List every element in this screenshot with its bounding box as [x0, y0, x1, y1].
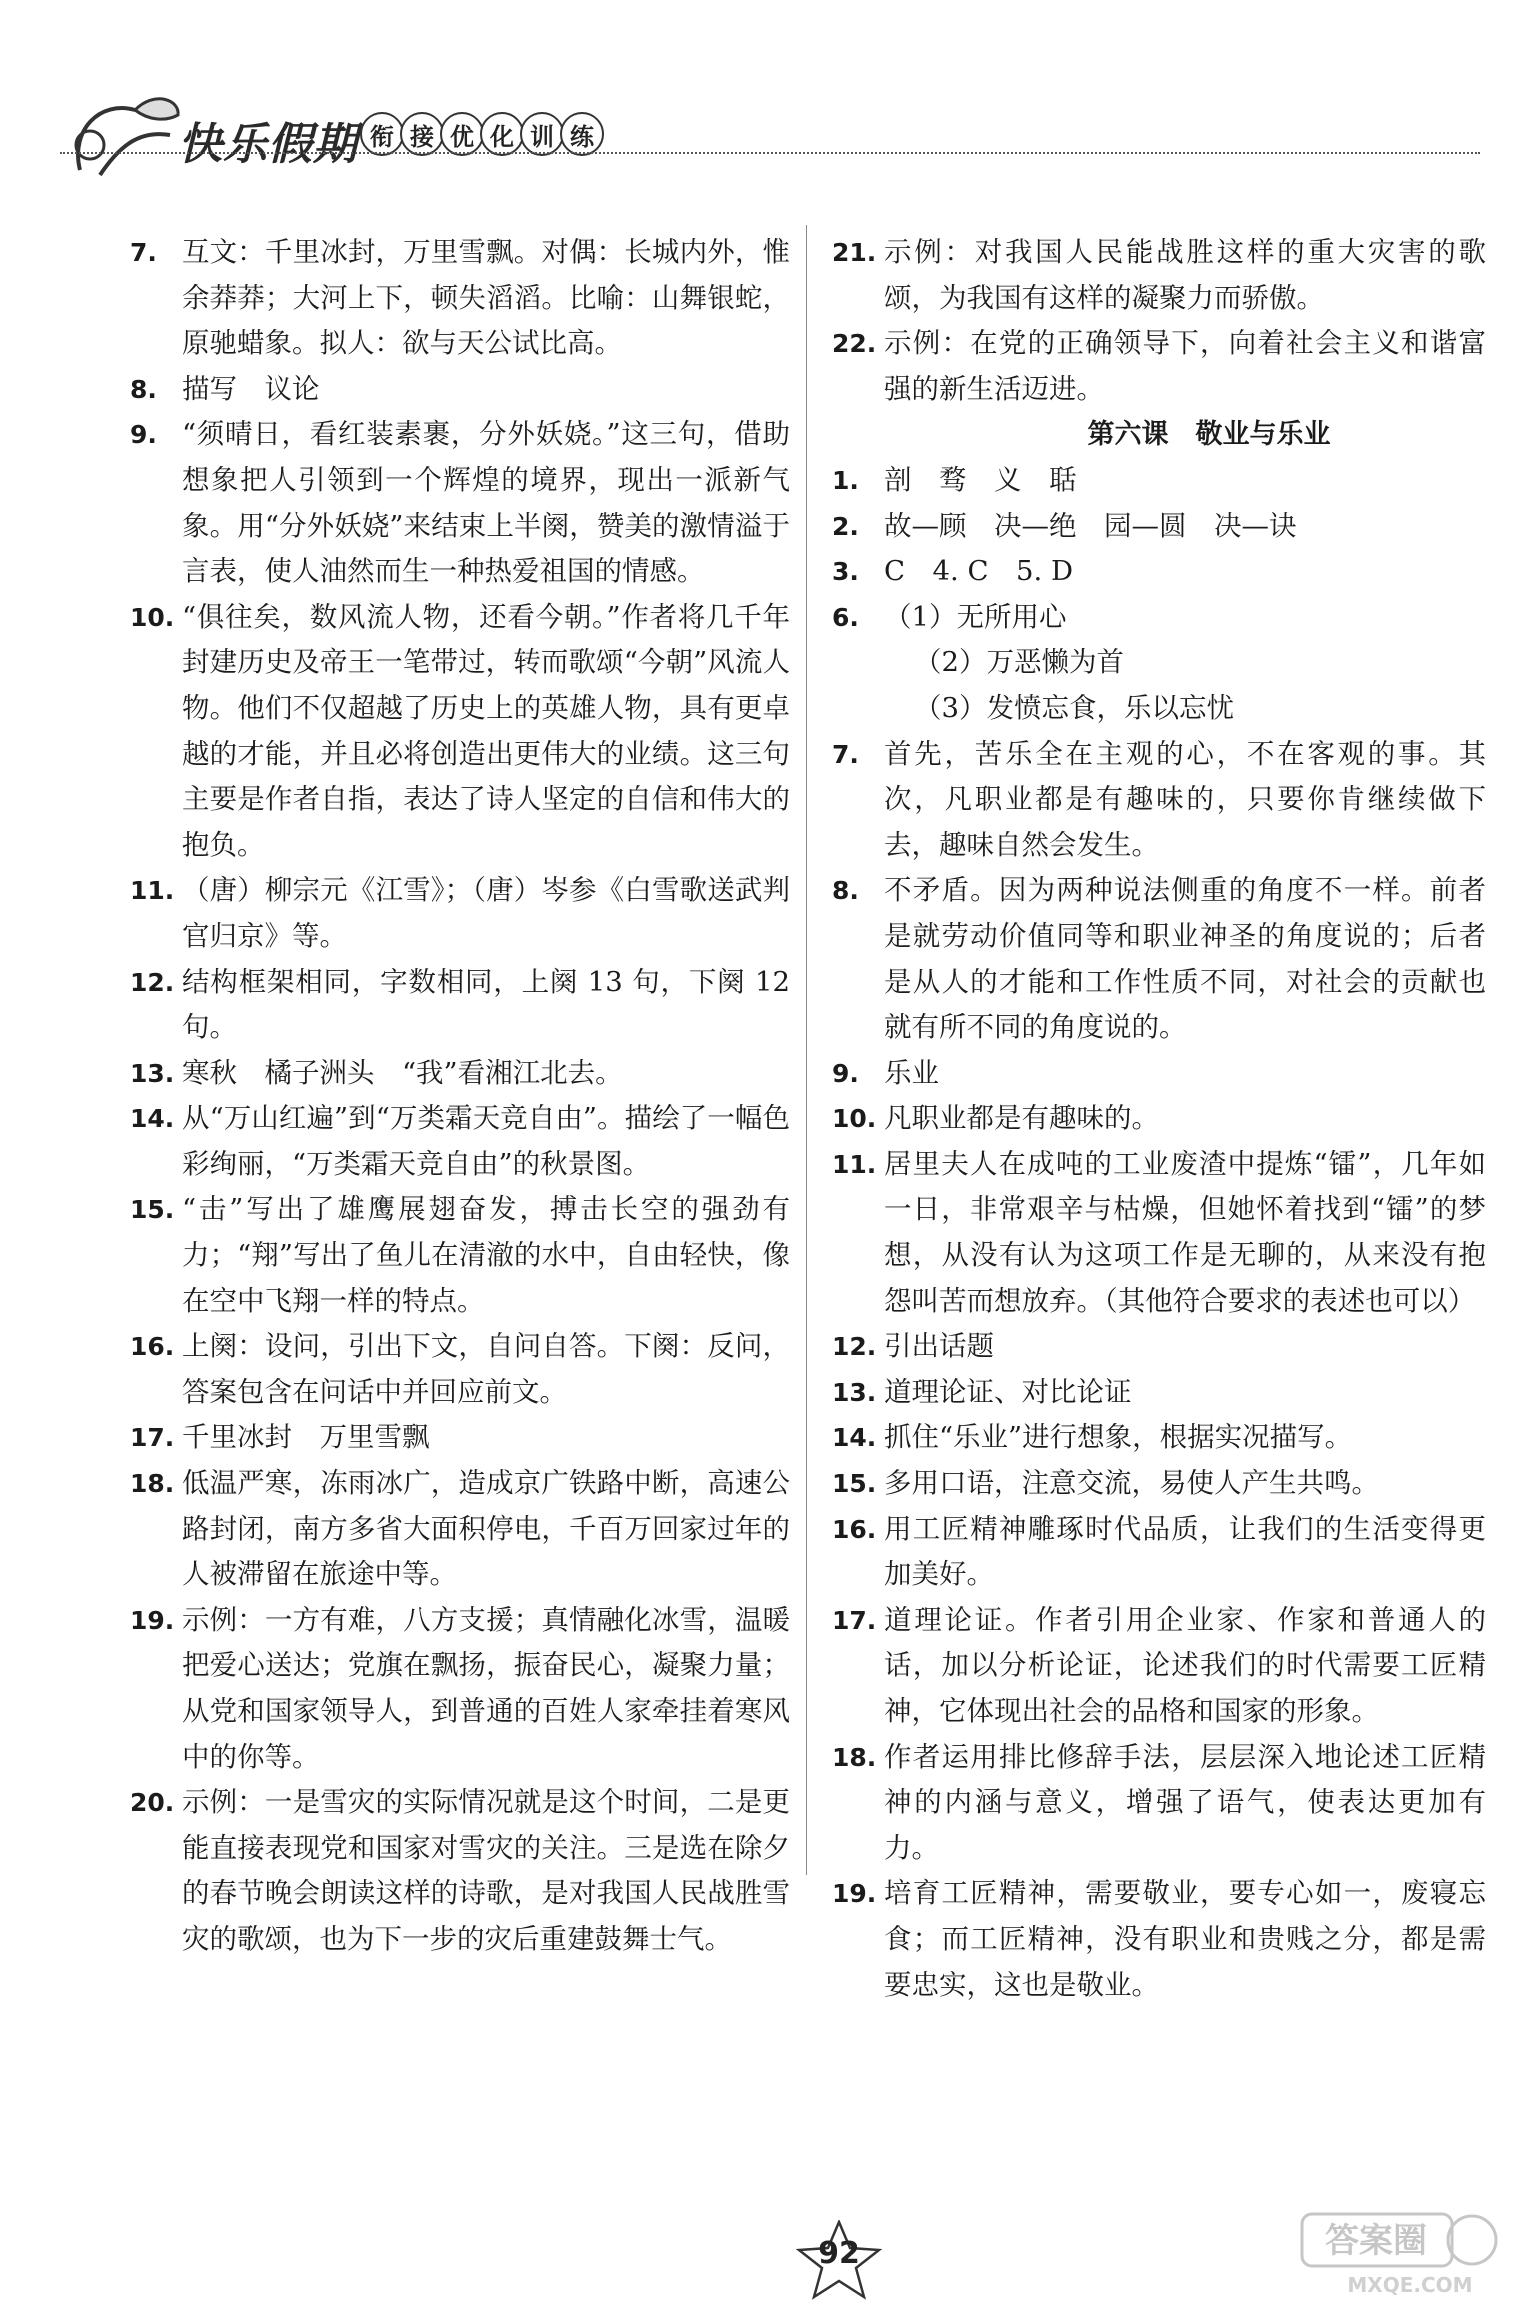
answer-text: 结构框架相同，字数相同，上阕 13 句，下阕 12 句。: [182, 965, 790, 1044]
leaf-logo-icon: [60, 90, 190, 190]
answer-number: 3.: [832, 557, 859, 587]
answer-number: 12.: [130, 967, 175, 997]
answer-text: 剖 骛 义 聒: [884, 463, 1077, 496]
answer-item: [832, 1871, 1486, 2008]
answer-item: [130, 1780, 790, 1962]
answer-item: [832, 686, 1486, 732]
answer-text: （唐）柳宗元《江雪》；（唐）岑参《白雪歌送武判官归京》等。: [182, 874, 790, 952]
answer-number: 22.: [832, 329, 877, 359]
section-title: 第六课 敬业与乐业: [1087, 419, 1331, 451]
answer-item: [130, 868, 790, 959]
tagline-char: 化: [480, 112, 524, 156]
answer-text: 作者运用排比修辞手法，层层深入地论述工匠精神的内涵与意义，增强了语气，使表达更加有力。: [884, 1740, 1486, 1864]
answer-text: 不矛盾。因为两种说法侧重的角度不一样。前者是就劳动价值同等和职业神圣的角度说的；后者是从人的才能和工作性质不同，对社会的贡献也就有所不同的角度说的。: [884, 874, 1486, 1044]
answer-text: 低温严寒，冻雨冰广，造成京广铁路中断，高速公路封闭，南方多省大面积停电，千百万回家过年的人被滞留在旅途中等。: [182, 1467, 790, 1591]
answer-text: 描写 议论: [182, 372, 320, 405]
answer-text: 道理论证、对比论证: [884, 1375, 1132, 1408]
answer-text: （2）万恶懒为首: [914, 646, 1124, 679]
tagline: [360, 112, 600, 156]
answer-item: [832, 1324, 1486, 1370]
answer-text: 多用口语，注意交流，易使人产生共鸣。: [884, 1467, 1379, 1500]
answer-item: [130, 412, 790, 594]
page-header: [60, 90, 1480, 190]
answer-number: 17.: [130, 1423, 175, 1453]
answer-item: [832, 1507, 1486, 1598]
tagline-char: 训: [520, 112, 564, 156]
answer-number: 13.: [832, 1377, 877, 1407]
right-answer-column: [832, 230, 1486, 2008]
answer-text: 示例：在党的正确领导下，向着社会主义和谐富强的新生活迈进。: [884, 327, 1486, 405]
answer-item: [130, 1415, 790, 1461]
answer-text: “须晴日，看红装素裹，分外妖娆。”这三句，借助想象把人引领到一个辉煌的境界，现出一派新气象。用“分外妖娆”来结束上半阕，赞美的激情溢于言表，使人油然而生一种热爱祖国的情感。: [182, 418, 790, 588]
answer-text: 上阕：设问，引出下文，自问自答。下阕：反问，答案包含在问话中并回应前文。: [182, 1330, 790, 1408]
answer-text: 凡职业都是有趣味的。: [884, 1102, 1159, 1135]
answer-item: [832, 1598, 1486, 1735]
tagline-char: 优: [440, 112, 484, 156]
answer-item: [130, 1051, 790, 1097]
answer-text: 引出话题: [884, 1330, 994, 1363]
answer-text: 示例：一是雪灾的实际情况就是这个时间，二是更能直接表现党和国家对雪灾的关注。三是选在除夕的春节晚会朗读这样的诗歌，是对我国人民战胜雪灾的歌颂，也为下一步的灾后重建鼓舞士气。: [182, 1786, 790, 1955]
answer-item: [832, 504, 1486, 550]
answer-item: [832, 868, 1486, 1050]
answer-text: （3）发愤忘食，乐以忘忧: [914, 691, 1234, 724]
answer-text: 首先，苦乐全在主观的心，不在客观的事。其次，凡职业都是有趣味的，只要你肯继续做下去，趣味自然会发生。: [884, 737, 1486, 861]
answer-item: [832, 1461, 1486, 1507]
answer-text: 故—顾 决—绝 园—圆 决—诀: [884, 509, 1297, 542]
answer-item: [130, 1096, 790, 1187]
tagline-char: 接: [400, 112, 444, 156]
tagline-char: 衔: [360, 112, 404, 156]
answer-number: 12.: [832, 1332, 877, 1362]
answer-number: [862, 640, 914, 686]
answer-item: [832, 1142, 1486, 1324]
answer-item: [832, 1051, 1486, 1097]
answer-item: [130, 595, 790, 869]
answer-number: 15.: [130, 1195, 175, 1225]
answer-text: 寒秋 橘子洲头 “我”看湘江北去。: [182, 1056, 623, 1089]
watermark-url: MXQE.COM: [1347, 2273, 1473, 2297]
answer-number: 9.: [130, 420, 157, 450]
answer-item: [832, 1370, 1486, 1416]
answer-number: 7.: [130, 238, 157, 267]
answer-number: 11.: [130, 876, 175, 906]
answer-item: [832, 1415, 1486, 1461]
answer-text: “俱往矣，数风流人物，还看今朝。”作者将几千年封建历史及帝王一笔带过，转而歌颂“今朝”风流人物。他们不仅超越了历史上的英雄人物，具有更卓越的才能，并且必将创造出更伟大的业绩。这三句主要是作者自指，表达了诗人坚定的自信和伟大的抱负。: [182, 600, 790, 861]
answer-number: 14.: [832, 1423, 877, 1453]
answer-text: 道理论证。作者引用企业家、作家和普通人的话，加以分析论证，论述我们的时代需要工匠精神，它体现出社会的品格和国家的形象。: [884, 1603, 1486, 1727]
lesson-six-answers: [832, 458, 1486, 2008]
answer-item: [130, 1324, 790, 1415]
answer-item: [130, 367, 790, 413]
answer-text: 乐业: [884, 1056, 939, 1089]
answer-number: 10.: [832, 1104, 877, 1134]
left-answer-column: [130, 230, 790, 1963]
answer-number: 11.: [832, 1149, 877, 1179]
answer-number: 21.: [832, 238, 877, 267]
answer-number: 14.: [130, 1104, 175, 1134]
answer-number: 20.: [130, 1788, 175, 1818]
answer-text: “击”写出了雄鹰展翅奋发，搏击长空的强劲有力；“翔”写出了鱼儿在清澈的水中，自由轻快，像在空中飞翔一样的特点。: [182, 1193, 790, 1317]
answer-text: 用工匠精神雕琢时代品质，让我们的生活变得更加美好。: [884, 1512, 1486, 1591]
answer-number: 19.: [832, 1879, 877, 1909]
answer-number: [862, 686, 914, 732]
right-top-answers: [832, 230, 1486, 412]
answer-item: [832, 640, 1486, 686]
answer-item: [832, 1096, 1486, 1142]
answer-text: 培育工匠精神，需要敬业，要专心如一，废寝忘食；而工匠精神，没有职业和贵贱之分，都是需要忠实，这也是敬业。: [884, 1877, 1486, 2001]
answer-number: 2.: [832, 511, 859, 541]
column-divider: [806, 225, 807, 1875]
answer-item: [832, 458, 1486, 504]
answer-number: 18.: [832, 1742, 877, 1772]
answer-number: 18.: [130, 1469, 175, 1499]
answer-item: [832, 1735, 1486, 1872]
answer-item: [832, 732, 1486, 869]
answer-item: [832, 321, 1486, 412]
watermark-logo-icon: [1300, 2210, 1500, 2300]
answer-number: 17.: [832, 1605, 877, 1635]
answer-number: 19.: [130, 1605, 175, 1635]
watermark-text: 答案圈: [1325, 2221, 1427, 2261]
answer-text: 示例：一方有难，八方支援；真情融化冰雪，温暖把爱心送达；党旗在飘扬，振奋民心，凝聚力量；从党和国家领导人，到普通的百姓人家牵挂着寒风中的你等。: [182, 1603, 790, 1773]
answer-item: [832, 595, 1486, 641]
answer-number: 7.: [832, 739, 859, 769]
tagline-char: 练: [560, 112, 604, 156]
answer-text: 互文：千里冰封，万里雪飘。对偶：长城内外，惟余莽莽；大河上下，顿失滔滔。比喻：山舞银蛇，原驰蜡象。拟人：欲与天公试比高。: [182, 236, 790, 360]
answer-number: 16.: [832, 1514, 877, 1544]
header-divider: [60, 152, 1480, 154]
answer-number: 1.: [832, 465, 859, 495]
answer-number: 10.: [130, 602, 175, 632]
answer-item: [832, 230, 1486, 321]
answer-item: [130, 960, 790, 1051]
brand-title: 快乐假期: [178, 119, 358, 170]
answer-text: 千里冰封 万里雪飘: [182, 1421, 430, 1454]
answer-text: 居里夫人在成吨的工业废渣中提炼“镭”，几年如一日，非常艰辛与枯燥，但她怀着找到“镭”的梦想，从没有认为这项工作是无聊的，从来没有抱怨叫苦而想放弃。（其他符合要求的表述也可以）: [884, 1147, 1486, 1317]
answer-text: 从“万山红遍”到“万类霜天竞自由”。描绘了一幅色彩绚丽，“万类霜天竞自由”的秋景图。: [182, 1102, 790, 1180]
answer-item: [130, 1461, 790, 1598]
answer-item: [832, 549, 1486, 595]
answer-item: [130, 230, 790, 367]
answer-text: 抓住“乐业”进行想象，根据实况描写。: [884, 1421, 1353, 1454]
answer-number: 8.: [130, 374, 157, 404]
answer-number: 16.: [130, 1332, 175, 1362]
answer-item: [130, 1187, 790, 1324]
answer-number: 13.: [130, 1058, 175, 1088]
answer-number: 8.: [832, 876, 859, 906]
page-number: 92: [818, 2236, 860, 2271]
answer-item: [130, 1598, 790, 1780]
answer-text: 示例：对我国人民能战胜这样的重大灾害的歌颂，为我国有这样的凝聚力而骄傲。: [884, 236, 1486, 314]
answer-number: 15.: [832, 1469, 877, 1499]
answer-number: 6.: [832, 602, 859, 632]
answer-text: （1）无所用心: [884, 600, 1067, 633]
answer-text: C 4. C 5. D: [884, 555, 1074, 588]
answer-number: 9.: [832, 1058, 859, 1088]
